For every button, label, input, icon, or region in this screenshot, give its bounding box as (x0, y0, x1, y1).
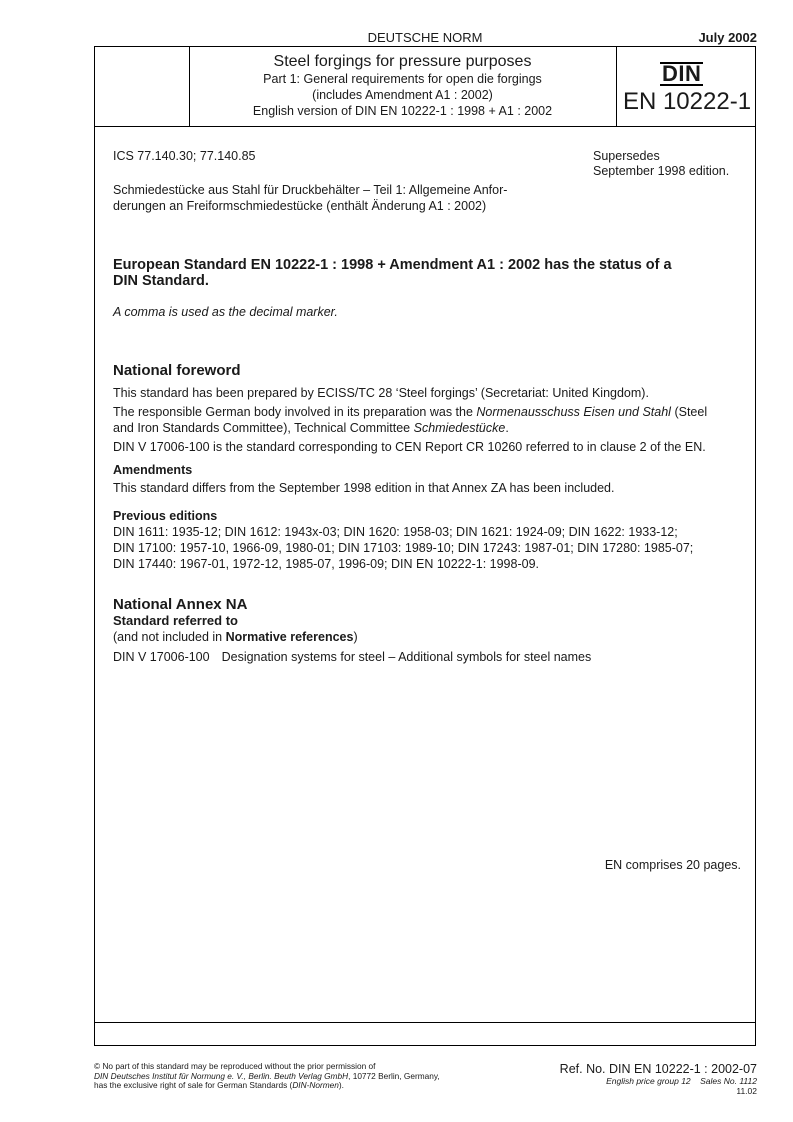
title-block (190, 53, 615, 119)
annex-note-text: ) (353, 630, 358, 644)
copyright-line (94, 1081, 514, 1091)
german-title (113, 182, 741, 214)
english-version: English version of DIN EN 10222-1 : 1998 + A1 : 2002 (252, 104, 553, 118)
previous-editions-section (113, 508, 741, 572)
copyright-text: No part of this standard may be reproduced without the prior permission of (102, 1061, 376, 1071)
foreword-text: The responsible German body involved in its preparation was the (113, 405, 477, 419)
price-group: English price group 12 (606, 1076, 691, 1086)
copyright-icon: © (94, 1061, 101, 1071)
annex-note-text: (and not included in (113, 630, 226, 644)
ics-code: ICS 77.140.30; 77.140.85 (113, 149, 256, 163)
publication-date: July 2002 (698, 30, 757, 45)
annex-note (113, 629, 741, 645)
german-title-line: Schmiedestücke aus Stahl für Druckbehälter – Teil 1: Allgemeine Anfor- (113, 183, 508, 197)
norm-label: DEUTSCHE NORM (367, 30, 483, 45)
supersedes-edition: September 1998 edition. (593, 164, 730, 178)
status-line: European Standard EN 10222-1 : 1998 + Amendment A1 : 2002 has the status of a (113, 257, 672, 273)
foreword-text: (Steel (670, 405, 708, 419)
reference-block (560, 1062, 757, 1096)
foreword-section (113, 362, 741, 455)
previous-editions-line: DIN 1611: 1935-12; DIN 1612: 1943x-03; DIN 1620: 1958-03; DIN 1621: 1924-09; DIN 1622: 1933-12; (113, 525, 678, 539)
copyright-text: has the exclusive right of sale for German Standards ( (94, 1080, 293, 1090)
foreword-paragraph (113, 404, 741, 436)
annex-heading: National Annex NA (113, 596, 248, 613)
amendments-section (113, 462, 741, 496)
previous-editions-line: DIN 17100: 1957-10, 1966-09, 1980-01; DIN 17103: 1989-10; DIN 17243: 1987-01; DIN 17280: 1985-07; (113, 541, 694, 555)
pages-note: EN comprises 20 pages. (604, 858, 741, 872)
amendments-text: This standard differs from the September 1998 edition in that Annex ZA has been included. (113, 481, 615, 495)
status-line: DIN Standard. (113, 273, 209, 289)
copyright-text: DIN-Normen (292, 1080, 339, 1090)
reference-number: Ref. No. DIN EN 10222-1 : 2002-07 (559, 1062, 757, 1076)
committee-name: Schmiedestücke (413, 421, 506, 435)
copyright-notice (94, 1062, 514, 1091)
amendments-heading: Amendments (113, 463, 193, 477)
copyright-text: DIN Deutsches Institut für Normung e. V., Berlin. Beuth Verlag GmbH (94, 1070, 349, 1081)
sales-number: Sales No. 1112 (700, 1076, 757, 1086)
bottom-divider (95, 1022, 755, 1023)
annex-section (113, 596, 741, 665)
foreword-heading: National foreword (113, 362, 241, 379)
copyright-text: , 10772 Berlin, Germany, (348, 1070, 440, 1081)
standard-number: EN 10222-1 (622, 88, 752, 115)
status-statement (113, 257, 741, 289)
foreword-text: . (505, 421, 509, 435)
annex-reference (113, 649, 741, 665)
din-logo: DIN (662, 61, 702, 86)
title-divider (95, 126, 755, 127)
price-line (560, 1076, 757, 1086)
annex-reference-title: Designation systems for steel – Additional symbols for steel names (221, 650, 592, 664)
supersedes-label: Supersedes (593, 149, 660, 163)
document-title: Steel forgings for pressure purposes (273, 53, 532, 70)
decimal-note: A comma is used as the decimal marker. (113, 305, 338, 319)
title-right-divider (616, 47, 617, 126)
document-part: Part 1: General requirements for open die forgings (263, 72, 542, 86)
committee-name: Normenausschuss Eisen und Stahl (476, 405, 671, 419)
foreword-paragraph: DIN V 17006-100 is the standard corresponding to CEN Report CR 10260 referred to in clause 2 of the EN. (113, 440, 706, 454)
foreword-text: and Iron Standards Committee), Technical Committee (113, 421, 414, 435)
previous-editions-heading: Previous editions (113, 509, 218, 523)
previous-editions-line: DIN 17440: 1967-01, 1972-12, 1985-07, 1996-09; DIN EN 10222-1: 1998-09. (113, 557, 539, 571)
annex-note-bold: Normative references (225, 630, 354, 644)
print-code: 11.02 (736, 1086, 757, 1096)
german-title-line: derungen an Freiformschmiedestücke (enthält Änderung A1 : 2002) (113, 199, 487, 213)
copyright-text: ). (338, 1080, 344, 1090)
annex-reference-id: DIN V 17006-100 (113, 650, 210, 664)
annex-subheading: Standard referred to (113, 613, 238, 628)
foreword-paragraph: This standard has been prepared by ECISS/TC 28 ‘Steel forgings’ (Secretariat: United Kingdom). (113, 386, 649, 400)
amendment-note: (includes Amendment A1 : 2002) (312, 88, 493, 102)
